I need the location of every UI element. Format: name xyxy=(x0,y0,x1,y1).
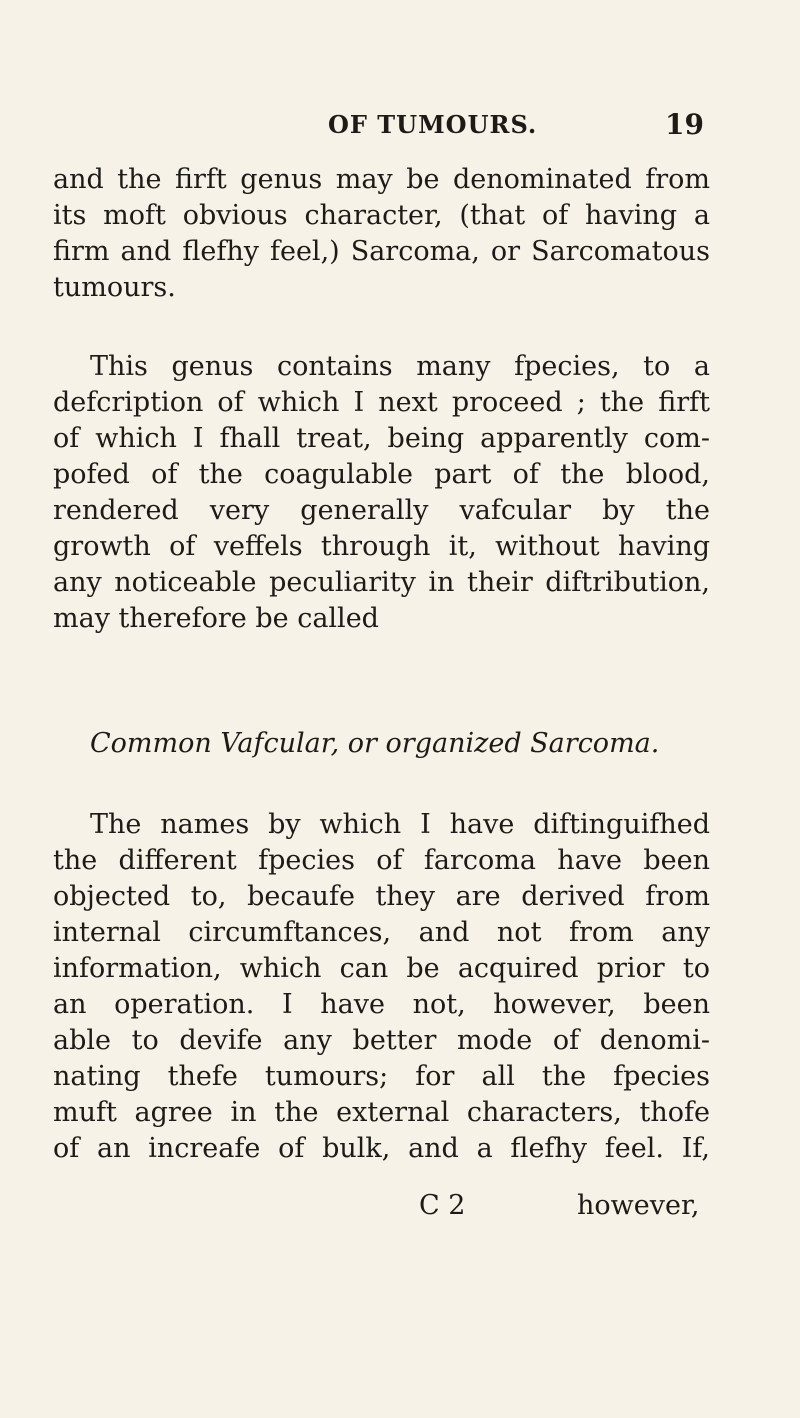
text-line: defcription of which I next proceed ; the firft xyxy=(53,387,710,418)
text-line: information, which can be acquired prior to xyxy=(53,953,710,984)
text-line: may therefore be called xyxy=(53,603,379,634)
text-line: internal circumftances, and not from any xyxy=(53,917,710,948)
page-number: 19 xyxy=(665,108,704,141)
text-line: nating thefe tumours; for all the fpecies xyxy=(53,1061,710,1092)
page-header xyxy=(0,110,800,150)
text-line: growth of veffels through it, without having xyxy=(53,531,710,562)
text-line: and the firft genus may be denominated from xyxy=(53,164,710,195)
text-line: of an increafe of bulk, and a flefhy feel. If, xyxy=(53,1133,710,1164)
text-line: tumours. xyxy=(53,272,176,303)
text-line: rendered very generally vafcular by the xyxy=(53,495,710,526)
text-line: muft agree in the external characters, thofe xyxy=(53,1097,710,1128)
text-line: any noticeable peculiarity in their diftribution, xyxy=(53,567,710,598)
text-line: the different fpecies of farcoma have been xyxy=(53,845,710,876)
catchword: however, xyxy=(577,1190,700,1221)
text-line: able to devife any better mode of denomi- xyxy=(53,1025,710,1056)
signature-mark: C 2 xyxy=(419,1190,466,1221)
text-line: of which I fhall treat, being apparently com- xyxy=(53,423,710,454)
section-heading: Common Vafcular, or organized Sarcoma. xyxy=(90,728,660,759)
text-line: This genus contains many fpecies, to a xyxy=(90,351,710,382)
text-line: pofed of the coagulable part of the blood, xyxy=(53,459,710,490)
text-line: an operation. I have not, however, been xyxy=(53,989,710,1020)
text-line: objected to, becaufe they are derived from xyxy=(53,881,710,912)
text-line: its moft obvious character, (that of having a xyxy=(53,200,710,231)
running-head: OF TUMOURS. xyxy=(328,110,538,139)
text-line: The names by which I have diftinguifhed xyxy=(90,809,710,840)
text-line: firm and flefhy feel,) Sarcoma, or Sarcomatous xyxy=(53,236,710,267)
